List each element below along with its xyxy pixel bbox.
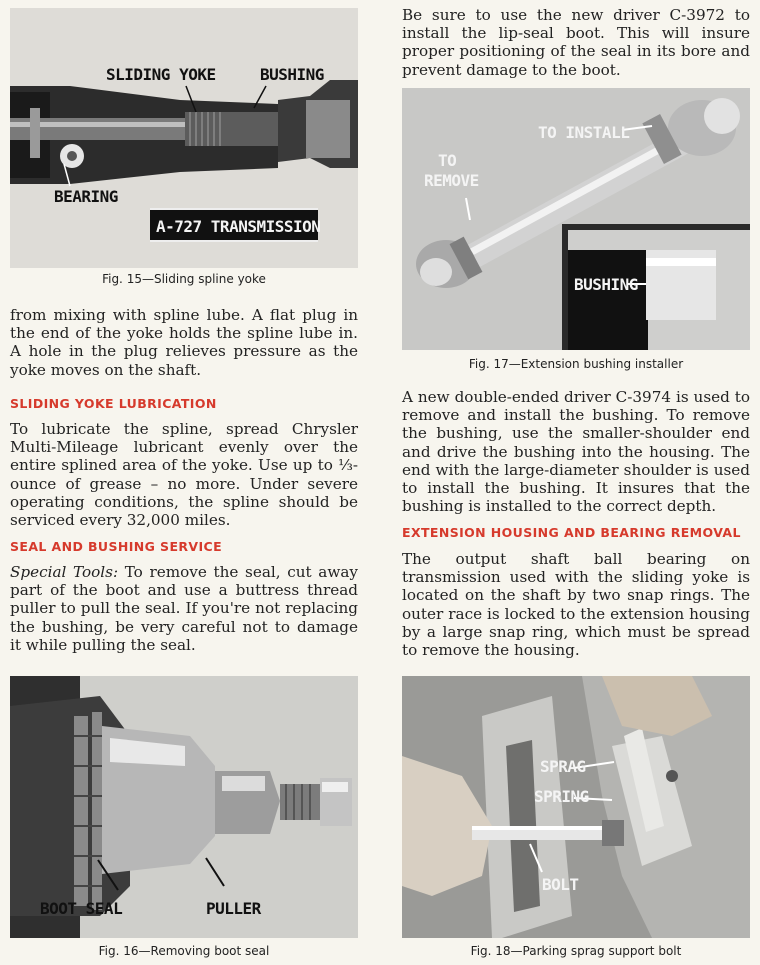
figure-16-caption: Fig. 16—Removing boot seal xyxy=(98,944,270,958)
right-paragraph-3: The output shaft ball bearing on transmission used with the sliding yoke is located on the shaft by two snap rings. The outer race is locked to the extension housing by a large snap ring, which must be spread to remove the housing. xyxy=(402,550,750,660)
label-bolt: BOLT xyxy=(542,875,579,894)
figure-18-caption: Fig. 18—Parking sprag support bolt xyxy=(470,944,682,958)
label-sprag: SPRAG xyxy=(540,757,586,776)
label-to: TO xyxy=(438,151,457,170)
figure-15-photo xyxy=(10,8,358,268)
heading-extension-housing-bearing-removal: EXTENSION HOUSING AND BEARING REMOVAL xyxy=(402,525,741,540)
label-remove: REMOVE xyxy=(424,171,479,190)
label-bushing-fig17: BUSHING xyxy=(574,275,638,294)
figure-15-caption: Fig. 15—Sliding spline yoke xyxy=(102,272,266,286)
right-paragraph-2: A new double-ended driver C-3974 is used to remove and install the bushing. To remove the bushing, use the smaller-shoulder end and drive the bushing into the housing. The end with the large-diameter shoulder is used to install the bushing. It insures that the bushing is installed to the correct depth. xyxy=(402,388,750,516)
special-tools-label: Special Tools: xyxy=(10,563,119,581)
right-paragraph-1: Be sure to use the new driver C-3972 to install the lip-seal boot. This will insure proper positioning of the seal in its bore and prevent damage to the boot. xyxy=(402,6,750,79)
left-paragraph-2: To lubricate the spline, spread Chrysler Multi-Mileage lubricant evenly over the entire splined area of the yoke. Use up to ⅓-ounce of grease – no more. Under severe operating conditions, the spline should be serviced every 32,000 miles. xyxy=(10,420,358,530)
label-bushing: BUSHING xyxy=(260,65,324,84)
heading-seal-and-bushing-service: SEAL AND BUSHING SERVICE xyxy=(10,539,223,554)
label-bearing: BEARING xyxy=(54,187,118,206)
label-a727-transmission: A-727 TRANSMISSION xyxy=(156,217,321,236)
figure-17-photo xyxy=(402,88,750,350)
label-boot-seal: BOOT SEAL xyxy=(40,899,123,918)
heading-sliding-yoke-lubrication: SLIDING YOKE LUBRICATION xyxy=(10,396,217,411)
left-paragraph-3 xyxy=(10,563,358,654)
figure-16-photo xyxy=(10,676,358,938)
left-paragraph-3-text: To remove the seal, cut away part of the boot and use a buttress thread puller to pull the seal. If you're not replacing the bushing, be very careful not to damage it while pulling the seal. xyxy=(10,563,358,654)
left-paragraph-1: from mixing with spline lube. A flat plug in the end of the yoke holds the spline lube in. A hole in the plug relieves pressure as the yoke moves on the shaft. xyxy=(10,306,358,379)
label-to-install: TO INSTALL xyxy=(538,123,630,142)
figure-17-caption: Fig. 17—Extension bushing installer xyxy=(468,357,684,371)
figure-18-photo xyxy=(402,676,750,938)
label-sliding-yoke: SLIDING YOKE xyxy=(106,65,216,84)
label-spring: SPRING xyxy=(534,787,589,806)
label-puller: PULLER xyxy=(206,899,261,918)
